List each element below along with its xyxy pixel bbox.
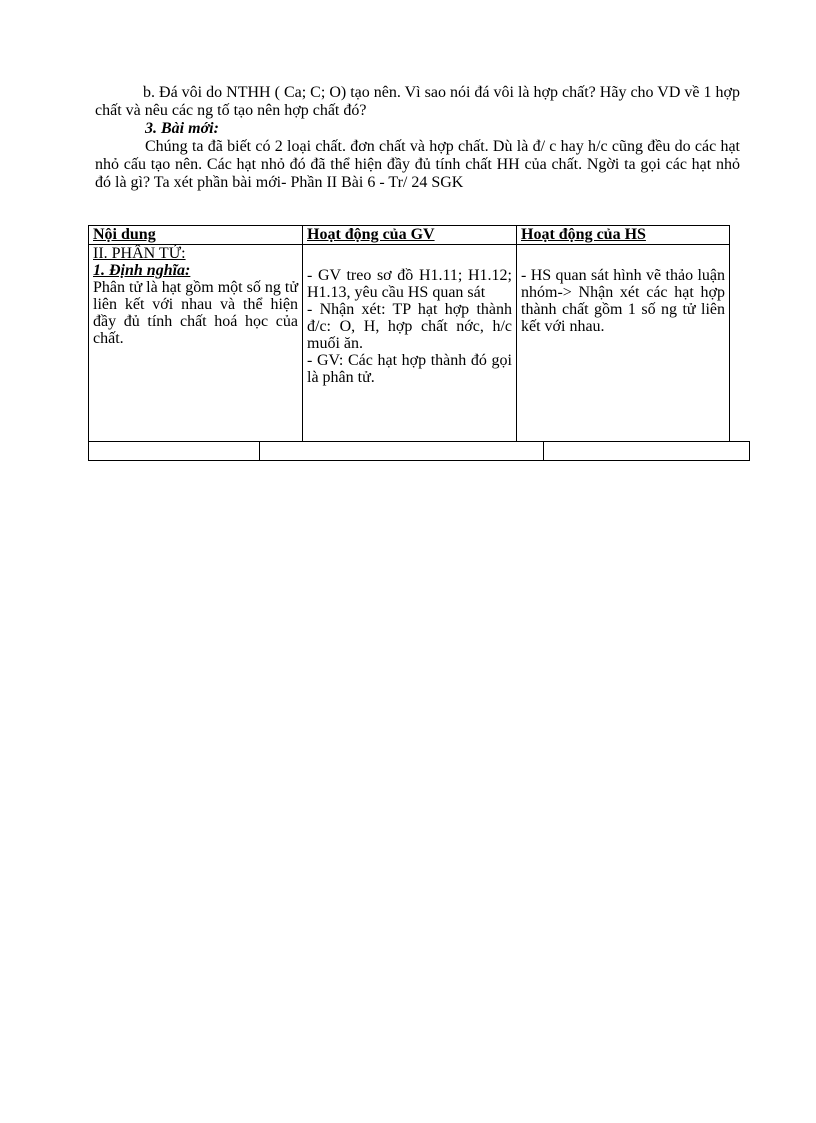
empty-cell	[544, 442, 750, 461]
definition-text: Phân tử là hạt gồm một số ng tử liên kết với nhau và thể hiện đầy đủ tính chất hoá học của chất.	[93, 279, 298, 347]
cell-hoat-dong-gv	[303, 245, 517, 442]
section-title: II. PHÂN TỬ:	[93, 245, 186, 262]
gv-item: - GV treo sơ đồ H1.11; H1.12; H1.13, yêu cầu HS quan sát	[307, 267, 512, 301]
cell-hoat-dong-hs	[517, 245, 730, 442]
table-header-row	[89, 226, 730, 245]
header-hoat-dong-hs: Hoạt động của HS	[517, 226, 730, 245]
gv-item: - Nhận xét: TP hạt hợp thành đ/c: O, H, hợp chất nớc, h/c muối ăn.	[307, 301, 512, 352]
bai-moi-heading: 3. Bài mới:	[145, 120, 219, 137]
empty-footer-row	[88, 441, 750, 461]
hs-item: - HS quan sát hình vẽ thảo luận nhóm-> Nhận xét các hạt hợp thành chất gồm 1 số ng tử liên kết với nhau.	[521, 267, 725, 335]
lesson-table	[88, 225, 730, 442]
intro-section	[95, 84, 740, 192]
definition-title: 1. Định nghĩa:	[93, 262, 191, 279]
cell-noi-dung	[89, 245, 303, 442]
header-hoat-dong-gv: Hoạt động của GV	[303, 226, 517, 245]
bai-moi-text: Chúng ta đã biết có 2 loại chất. đơn chất và hợp chất. Dù là đ/ c hay h/c cũng đều do các hạt nhỏ cấu tạo nên. Các hạt nhỏ đó đã thể hiện đầy đủ tính chất HH của chất. Ngời ta gọi các hạt nhỏ đó là gì? Ta xét phần bài mới- Phần II Bài 6 - Tr/ 24 SGK	[95, 138, 740, 191]
empty-cell	[89, 442, 260, 461]
header-noi-dung: Nội dung	[89, 226, 303, 245]
empty-cell	[260, 442, 544, 461]
gv-item: - GV: Các hạt hợp thành đó gọi là phân tử.	[307, 352, 512, 386]
table-row	[89, 245, 730, 442]
question-b: b. Đá vôi do NTHH ( Ca; C; O) tạo nên. Vì sao nói đá vôi là hợp chất? Hãy cho VD về 1 hợp chất và nêu các ng tố tạo nên hợp chất đó?	[95, 84, 740, 119]
